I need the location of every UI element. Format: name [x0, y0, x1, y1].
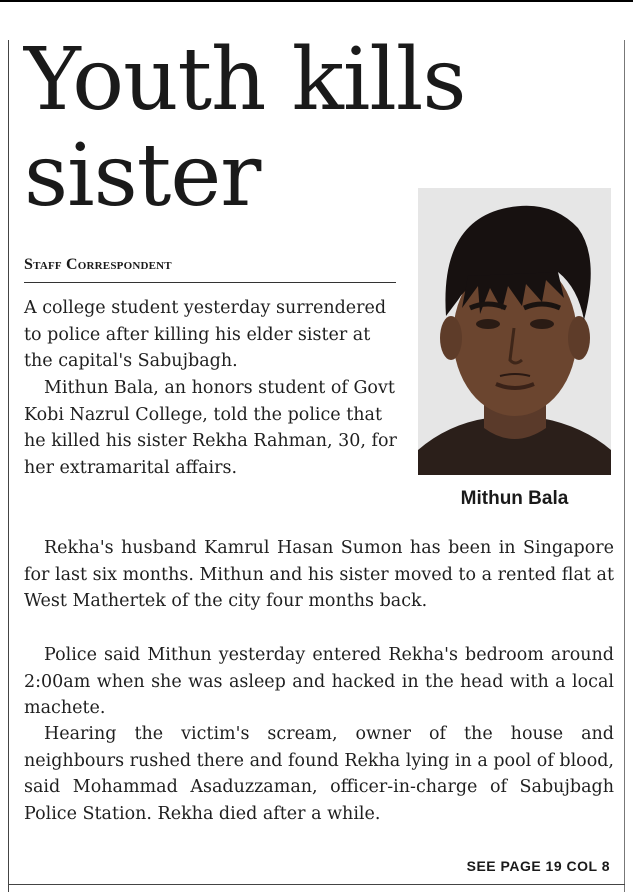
- left-border: [8, 40, 9, 892]
- byline: Staff Correspondent: [24, 256, 172, 273]
- headline: Youth kills sister: [24, 30, 466, 226]
- portrait-photo: [418, 188, 611, 475]
- photo-caption: Mithun Bala: [460, 488, 569, 509]
- continued-on-line: SEE PAGE 19 COL 8: [466, 858, 610, 874]
- top-rule: [0, 0, 633, 2]
- portrait-illustration: [418, 188, 611, 475]
- bottom-border: [8, 884, 625, 885]
- paragraph-2: Mithun Bala, an honors student of Govt Kobi Nazrul College, told the police that he killed his sister Rekha Rahman, 30, for her extramarital affairs.: [24, 378, 397, 478]
- right-border: [624, 40, 625, 892]
- paragraph-4: Police said Mithun yesterday entered Rekha's bedroom around 2:00am when she was asleep and hacked in the head with a local machete.: [24, 645, 614, 718]
- paragraph-5: Hearing the victim's scream, owner of the house and neighbours rushed there and found Rekha lying in a pool of blood, said Mohammad Asaduzzaman, officer-in-charge of Sabujbagh Police Station. Rekha died after a while.: [24, 724, 614, 824]
- paragraph-3: Rekha's husband Kamrul Hasan Sumon has been in Singapore for last six months. Mithun and his sister moved to a rented flat at West Mathertek of the city four months back.: [24, 538, 614, 611]
- byline-rule: [24, 282, 396, 283]
- paragraph-1: A college student yesterday surrendered to police after killing his elder sister at the capital's Sabujbagh.: [24, 298, 387, 371]
